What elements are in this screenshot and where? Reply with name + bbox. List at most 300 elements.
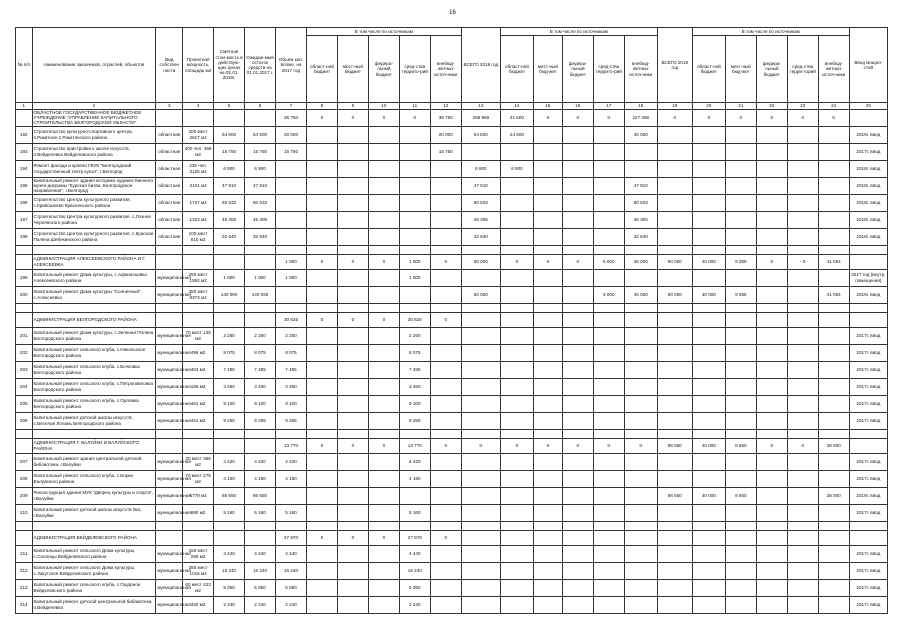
table-cell (593, 245, 624, 254)
column-number: 3 (156, 103, 183, 110)
table-cell: 8 075 (214, 344, 245, 361)
table-cell: 196 (16, 194, 33, 211)
table-cell (787, 211, 818, 228)
table-cell (818, 545, 849, 562)
table-cell: 7 485 (245, 361, 276, 378)
table-cell (725, 378, 756, 395)
table-cell (461, 361, 500, 378)
table-cell: 2017г. ввод (849, 344, 887, 361)
table-cell (593, 470, 624, 487)
table-cell: 9 255 (276, 412, 307, 429)
investment-table (15, 27, 888, 614)
table-cell: 0 (430, 438, 461, 453)
table-cell: 203 (16, 361, 33, 378)
object-name-cell (32, 245, 156, 254)
object-name-cell: ОБЛАСТНОЕ ГОСУДАРСТВЕННОЕ БЮДЖЕТНОЕ УЧРЕЖДЕНИЕ "УПРАВЛЕНИЕ КАПИТАЛЬНОГО СТРОИТЕЛЬСТВА БЕЛГОРОДСКОЙ ОБЛАСТИ" (32, 110, 156, 127)
table-cell: 15 750 (430, 143, 461, 160)
table-cell (276, 303, 307, 312)
table-cell: 0 (430, 530, 461, 545)
table-cell (818, 470, 849, 487)
table-cell (624, 269, 657, 286)
column-header: област-ной бюджет (500, 36, 533, 103)
table-cell (725, 530, 756, 545)
table-cell (368, 228, 399, 245)
column-number: 25 (849, 103, 887, 110)
table-cell (624, 361, 657, 378)
table-cell (276, 211, 307, 228)
table-cell: 0 (500, 438, 533, 453)
table-cell (725, 344, 756, 361)
table-cell: 0 (756, 438, 787, 453)
table-cell (657, 126, 692, 143)
table-cell (657, 177, 692, 194)
column-header: Ожидае-мый остаток средств на 01.01.2017 г. (245, 28, 276, 103)
table-cell: 690 м2 (183, 504, 214, 521)
table-cell (692, 521, 725, 530)
table-cell (756, 429, 787, 438)
table-cell (368, 378, 399, 395)
table-cell (306, 245, 337, 254)
table-cell (593, 160, 624, 177)
table-cell (500, 470, 533, 487)
table-cell (156, 254, 183, 269)
table-cell (368, 412, 399, 429)
table-cell (430, 303, 461, 312)
column-header: Ввод мощно-стей (849, 28, 887, 103)
table-cell: 4 190 (245, 470, 276, 487)
table-cell: 40 000 (692, 487, 725, 504)
table-cell (533, 361, 562, 378)
table-cell (533, 412, 562, 429)
table-cell: 30 625 (276, 312, 307, 327)
table-cell: 32 640 (624, 228, 657, 245)
table-cell (818, 126, 849, 143)
table-cell (245, 312, 276, 327)
table-cell: 5 160 (245, 504, 276, 521)
table-cell (500, 269, 533, 286)
table-cell (692, 453, 725, 470)
table-cell (306, 177, 337, 194)
table-cell (399, 286, 430, 303)
column-number: 14 (500, 103, 533, 110)
table-cell (276, 521, 307, 530)
table-cell (500, 487, 533, 504)
table-cell: областная (156, 160, 183, 177)
column-header: област-ной бюджет (692, 36, 725, 103)
column-number: 10 (368, 103, 399, 110)
table-cell (156, 429, 183, 438)
table-cell (533, 344, 562, 361)
table-cell: 2017 год (внутр. помещения) (849, 269, 887, 286)
table-cell (692, 378, 725, 395)
table-cell (245, 530, 276, 545)
table-cell: муниципальная (156, 545, 183, 562)
table-cell (624, 378, 657, 395)
table-cell (624, 160, 657, 177)
table-cell (306, 228, 337, 245)
table-cell (756, 177, 787, 194)
table-cell: 60 мест 423 м2 (183, 579, 214, 596)
table-cell (624, 143, 657, 160)
table-cell: 24 600 (500, 126, 533, 143)
table-cell: 2019г. ввод (849, 487, 887, 504)
table-cell: 9 255 (399, 412, 430, 429)
object-name-cell: Капитальный ремонт сельского Дома культуры, с.Солонцы Вейделевского района (32, 545, 156, 562)
table-cell (430, 194, 461, 211)
table-cell: 2019г. ввод (849, 126, 887, 143)
table-cell: 0 (818, 110, 849, 127)
table-cell (461, 429, 500, 438)
table-cell: 5 160 (276, 504, 307, 521)
table-cell (461, 562, 500, 579)
table-cell (430, 211, 461, 228)
table-cell: 250 мест 1016 м2 (183, 562, 214, 579)
table-cell: 86 650 (657, 487, 692, 504)
object-name-cell: АДМИНИСТРАЦИЯ Г. ВАЛУЙКИ И ВАЛУЙСКОГО РАЙОНА (32, 438, 156, 453)
column-header: мест-ный бюд-жет (533, 36, 562, 103)
table-cell: 1 000 (276, 254, 307, 269)
table-cell: 150 мест 289 м2 (183, 545, 214, 562)
table-cell (624, 453, 657, 470)
table-cell (533, 429, 562, 438)
table-cell (562, 303, 593, 312)
table-cell (214, 245, 245, 254)
table-cell: муниципальная (156, 269, 183, 286)
table-cell (533, 269, 562, 286)
table-cell: 4 190 (399, 470, 430, 487)
table-cell (337, 504, 368, 521)
table-cell: 1 000 (245, 269, 276, 286)
table-cell (461, 530, 500, 545)
table-cell: 212 (16, 562, 33, 579)
table-cell (692, 412, 725, 429)
table-cell: 2 240 (245, 596, 276, 613)
table-cell: 30 625 (399, 312, 430, 327)
table-cell (500, 327, 533, 344)
table-cell (787, 395, 818, 412)
table-cell (430, 327, 461, 344)
table-cell: 208 (16, 470, 33, 487)
table-cell (430, 596, 461, 613)
table-cell: 194 (16, 160, 33, 177)
table-cell (461, 453, 500, 470)
table-cell (399, 194, 430, 211)
table-cell (214, 429, 245, 438)
table-cell (657, 143, 692, 160)
table-cell (849, 110, 887, 127)
table-cell: муниципальная (156, 579, 183, 596)
table-cell (692, 344, 725, 361)
object-name-cell: АДМИНИСТРАЦИЯ АЛЕКСЕЕВСКОГО РАЙОНА И Г. АЛЕКСЕЕВКА (32, 254, 156, 269)
table-cell (245, 438, 276, 453)
column-header: Проектная мощность, площадь м2 (183, 28, 214, 103)
table-cell: 0 (725, 110, 756, 127)
table-cell (276, 194, 307, 211)
table-cell (849, 303, 887, 312)
table-cell: 40 000 (692, 438, 725, 453)
table-cell (818, 312, 849, 327)
table-cell (849, 429, 887, 438)
table-cell (306, 596, 337, 613)
table-cell: 0 (756, 254, 787, 269)
table-cell (692, 545, 725, 562)
table-cell: 198 (16, 228, 33, 245)
table-cell (399, 245, 430, 254)
table-cell (562, 177, 593, 194)
table-cell (245, 429, 276, 438)
table-cell (430, 453, 461, 470)
table-cell (430, 344, 461, 361)
table-cell (430, 269, 461, 286)
table-cell: 45 000 (624, 254, 657, 269)
object-name-cell (32, 521, 156, 530)
table-cell: 195 (16, 177, 33, 194)
table-cell: 2018г. ввод (849, 211, 887, 228)
table-cell: муниципальная (156, 361, 183, 378)
table-cell: 2018г. ввод (849, 228, 887, 245)
table-cell: 5779 м2 (183, 487, 214, 504)
table-cell (657, 327, 692, 344)
table-cell (756, 344, 787, 361)
table-cell (156, 521, 183, 530)
table-cell: 5 160 (399, 504, 430, 521)
table-cell: 30 мест 365 м2 (183, 453, 214, 470)
table-cell: 36 750 (276, 110, 307, 127)
table-cell: 250 мест 1592 м2 (183, 269, 214, 286)
table-cell (533, 504, 562, 521)
section-row (16, 438, 888, 453)
table-cell (593, 126, 624, 143)
table-cell (461, 596, 500, 613)
table-cell (756, 395, 787, 412)
table-cell: 7 485 (214, 361, 245, 378)
table-row (16, 487, 888, 504)
table-cell (818, 562, 849, 579)
table-cell (756, 211, 787, 228)
table-cell (692, 429, 725, 438)
table-cell (692, 177, 725, 194)
table-cell (430, 521, 461, 530)
table-cell: 100 мест 810 м2 (183, 228, 214, 245)
table-cell (533, 143, 562, 160)
table-cell (430, 378, 461, 395)
table-cell (461, 378, 500, 395)
table-cell (787, 312, 818, 327)
table-cell: 16 240 (245, 562, 276, 579)
table-cell (430, 579, 461, 596)
column-number: 21 (725, 103, 756, 110)
table-cell (368, 303, 399, 312)
table-cell (276, 429, 307, 438)
table-cell: 40 000 (692, 254, 725, 269)
table-cell (818, 530, 849, 545)
table-cell (657, 378, 692, 395)
table-cell: 4 420 (276, 453, 307, 470)
table-cell (337, 470, 368, 487)
table-cell: 140 060 (214, 286, 245, 303)
table-cell: 0 (337, 530, 368, 545)
table-cell (725, 596, 756, 613)
table-cell (337, 286, 368, 303)
table-cell: 4 190 (276, 470, 307, 487)
table-cell (245, 110, 276, 127)
table-cell: 214 (16, 596, 33, 613)
table-cell: 5 050 (399, 579, 430, 596)
table-cell (725, 194, 756, 211)
table-cell (500, 312, 533, 327)
table-cell (624, 521, 657, 530)
table-cell (849, 438, 887, 453)
table-cell (818, 579, 849, 596)
table-cell (16, 312, 33, 327)
table-cell: 2017г. ввод (849, 412, 887, 429)
table-cell: 6 900 (500, 160, 533, 177)
column-header: ВСЕГО 2018 год (461, 28, 500, 103)
table-cell: 7 485 (399, 361, 430, 378)
table-cell: 0 (430, 312, 461, 327)
table-cell: 258 968 (461, 110, 500, 127)
table-cell (276, 286, 307, 303)
column-header: федера-льный бюджет (562, 36, 593, 103)
table-cell (818, 378, 849, 395)
table-cell (787, 412, 818, 429)
table-cell (756, 596, 787, 613)
table-cell (787, 286, 818, 303)
table-cell (657, 596, 692, 613)
table-cell (337, 429, 368, 438)
table-cell (692, 530, 725, 545)
table-cell: 2017г. ввод (849, 378, 887, 395)
table-cell (337, 545, 368, 562)
table-cell (787, 429, 818, 438)
table-cell (533, 160, 562, 177)
table-cell (624, 562, 657, 579)
table-cell (657, 545, 692, 562)
table-cell (399, 429, 430, 438)
table-cell (725, 579, 756, 596)
table-cell: 213 (16, 579, 33, 596)
table-cell (562, 194, 593, 211)
table-cell (756, 312, 787, 327)
table-cell (337, 269, 368, 286)
table-cell: 0 (306, 438, 337, 453)
table-cell: 64 600 (461, 126, 500, 143)
table-cell: 192 (16, 126, 33, 143)
table-cell: 20 000 (430, 126, 461, 143)
table-row (16, 395, 888, 412)
table-cell (430, 245, 461, 254)
table-cell (533, 453, 562, 470)
table-cell (725, 211, 756, 228)
table-cell (562, 521, 593, 530)
table-cell: муниципальная (156, 378, 183, 395)
table-cell (657, 562, 692, 579)
table-cell: 227 468 (624, 110, 657, 127)
table-cell (787, 303, 818, 312)
table-cell: 2017г. ввод (849, 545, 887, 562)
table-cell: 64 600 (214, 126, 245, 143)
table-cell (787, 530, 818, 545)
table-cell (368, 395, 399, 412)
table-cell: муниципальная (156, 412, 183, 429)
table-cell: 1 000 (399, 254, 430, 269)
table-cell (725, 245, 756, 254)
table-cell (156, 110, 183, 127)
table-cell (725, 453, 756, 470)
table-cell (368, 177, 399, 194)
table-cell (562, 269, 593, 286)
table-cell (624, 303, 657, 312)
table-cell: 210 (16, 504, 33, 521)
table-cell (593, 487, 624, 504)
table-cell (562, 211, 593, 228)
table-cell (593, 361, 624, 378)
object-name-cell: Капитальный ремонт сельского клуба, с.Никольское Белгородского района (32, 344, 156, 361)
table-cell: 15 750 (214, 143, 245, 160)
table-row (16, 327, 888, 344)
table-cell (756, 160, 787, 177)
table-cell (500, 177, 533, 194)
table-cell: 200 мест 2617 м2 (183, 126, 214, 143)
table-cell (368, 361, 399, 378)
table-cell (593, 395, 624, 412)
table-cell: 1 000 (214, 269, 245, 286)
table-cell (593, 562, 624, 579)
table-cell: - 0 (787, 254, 818, 269)
table-row (16, 211, 888, 228)
table-cell: 5 050 (245, 579, 276, 596)
table-cell: областная (156, 177, 183, 194)
table-cell (562, 378, 593, 395)
table-cell (533, 194, 562, 211)
table-cell: 60 633 (624, 194, 657, 211)
table-cell (818, 211, 849, 228)
table-cell (624, 545, 657, 562)
table-cell (430, 487, 461, 504)
table-cell (818, 143, 849, 160)
table-cell (692, 596, 725, 613)
table-cell: 4 420 (245, 453, 276, 470)
table-cell: 0 (368, 254, 399, 269)
table-cell: 16 240 (399, 562, 430, 579)
table-cell (562, 579, 593, 596)
table-cell (562, 470, 593, 487)
table-cell (756, 562, 787, 579)
table-cell (368, 269, 399, 286)
table-cell (657, 269, 692, 286)
table-cell: 451 м2 (183, 412, 214, 429)
table-cell (500, 562, 533, 579)
table-cell (500, 429, 533, 438)
table-cell (368, 579, 399, 596)
table-cell (533, 596, 562, 613)
table-cell: 2017г. ввод (849, 562, 887, 579)
table-cell (787, 521, 818, 530)
table-cell (533, 487, 562, 504)
table-cell (306, 126, 337, 143)
table-cell (533, 530, 562, 545)
object-name-cell: Капитальный ремонт сельского Дома культуры, с.Закутское Вейделевского района (32, 562, 156, 579)
table-cell: 350 мест 9373 м2 (183, 286, 214, 303)
table-cell (657, 211, 692, 228)
table-cell (787, 453, 818, 470)
table-cell (624, 312, 657, 327)
column-header: Сметная стои-мость в действую-щих ценах на 01.01. 2016г. (214, 28, 245, 103)
table-cell: 0 (593, 110, 624, 127)
table-cell (562, 327, 593, 344)
table-cell (306, 487, 337, 504)
table-row (16, 286, 888, 303)
